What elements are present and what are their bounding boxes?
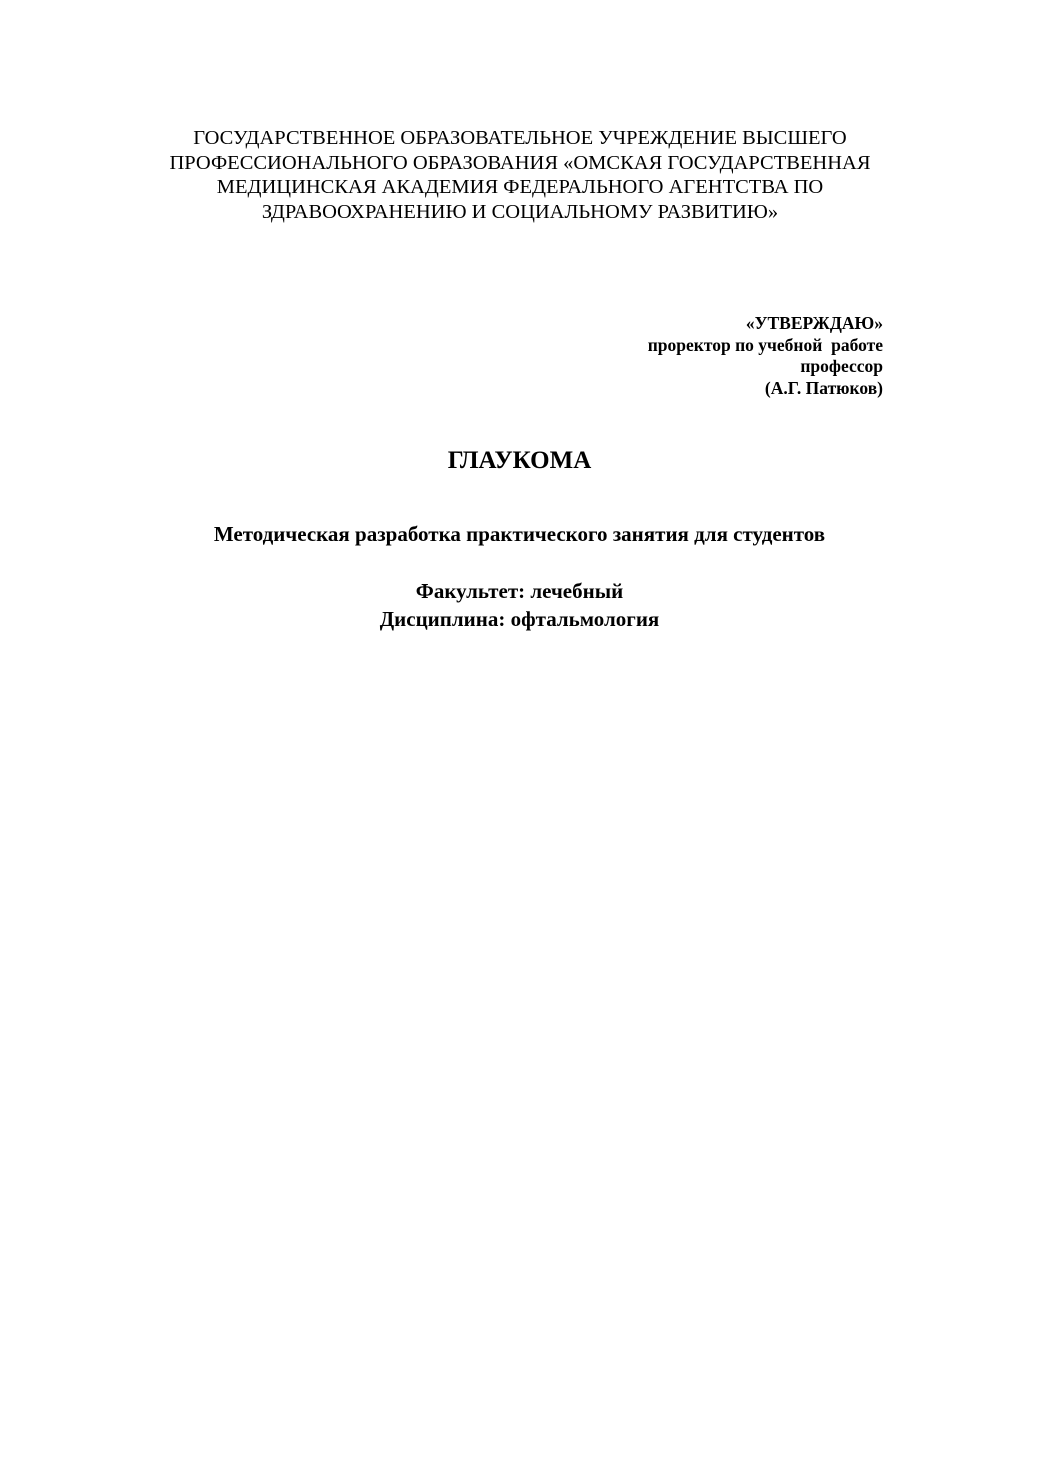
approval-heading: «УТВЕРЖДАЮ»: [745, 313, 883, 333]
document-title: ГЛАУКОМА: [447, 447, 592, 474]
document-subtitle: Методическая разработка практического занятия для студентов: [213, 522, 826, 546]
institution-line-4: ЗДРАВООХРАНЕНИЮ И СОЦИАЛЬНОМУ РАЗВИТИЮ»: [261, 200, 779, 223]
approval-position: проректор по учебной работе: [647, 334, 883, 355]
discipline-line: Дисциплина: офтальмология: [379, 607, 660, 631]
approval-rank: профессор: [800, 356, 883, 376]
approval-name: (А.Г. Патюков): [764, 377, 883, 398]
approval-block: [648, 313, 883, 399]
document-meta: [0, 577, 1039, 633]
institution-line-2: ПРОФЕССИОНАЛЬНОГО ОБРАЗОВАНИЯ «ОМСКАЯ ГОСУДАРСТВЕННАЯ: [169, 151, 871, 174]
institution-header: [120, 126, 920, 224]
institution-line-3: МЕДИЦИНСКАЯ АКАДЕМИЯ ФЕДЕРАЛЬНОГО АГЕНТСТВА ПО: [216, 176, 824, 198]
faculty-line: Факультет: лечебный: [415, 579, 624, 603]
institution-line-1: ГОСУДАРСТВЕННОЕ ОБРАЗОВАТЕЛЬНОЕ УЧРЕЖДЕНИЕ ВЫСШЕГО: [193, 127, 847, 149]
